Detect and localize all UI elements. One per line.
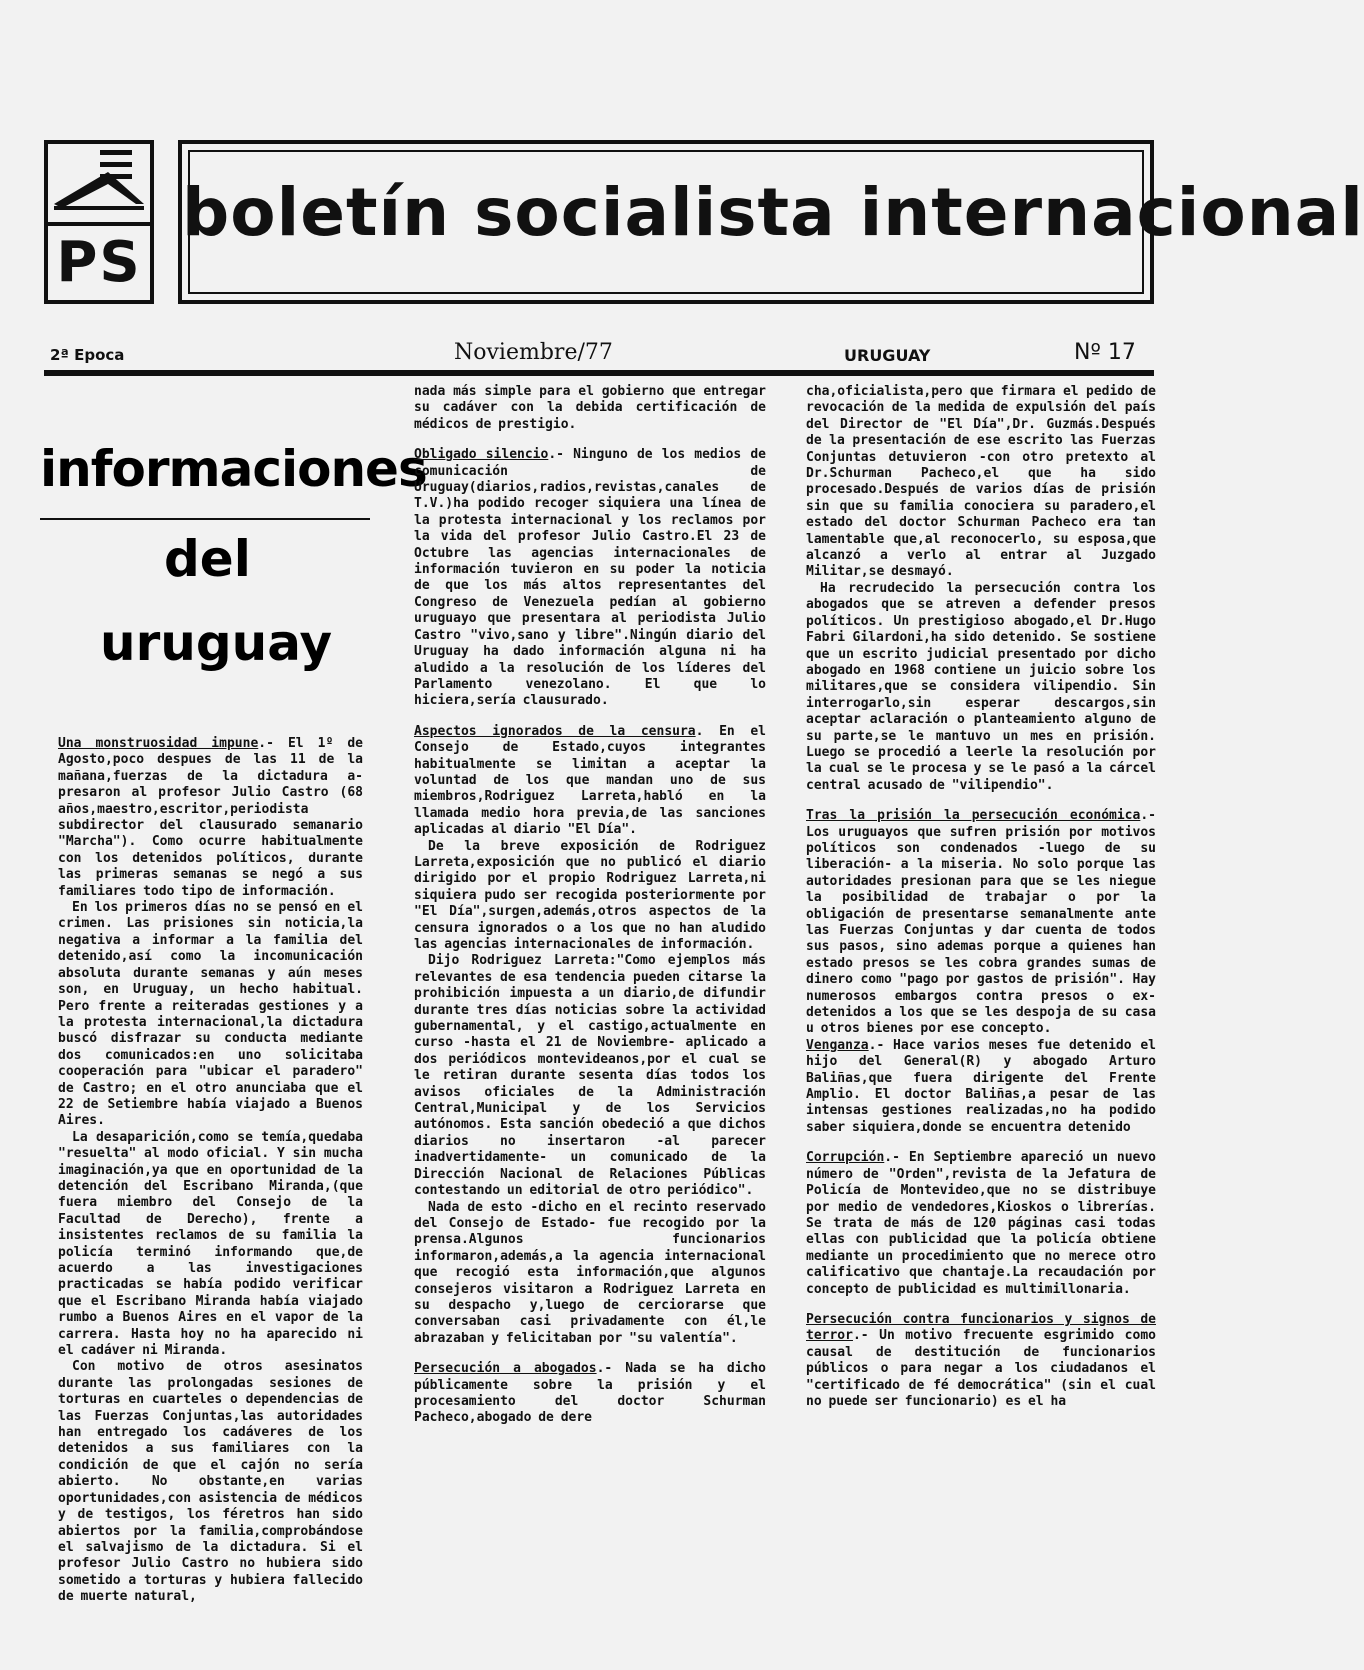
issue-epoca: 2ª Epoca xyxy=(50,346,125,364)
subhead: Persecución contra funcionarios y signos de terror xyxy=(806,1311,1156,1344)
issue-date: Noviembre/77 xyxy=(454,340,613,365)
issue-country: URUGUAY xyxy=(844,346,931,365)
party-emblem-icon xyxy=(48,144,150,226)
paragraph: nada más simple para el gobierno que entregar su cadáver con la debida certificación de médicos de prestigio. xyxy=(414,384,766,432)
paragraph: La desaparición,como se temía,quedaba "resuelta" al modo oficial. Y sin mucha imaginación,ya que en oportunidad de la detención del Escribano Miranda,(que fuera miembro del Consejo de la Facultad de Derecho), frente a insistentes reclamos de su familia la policía terminó informando que,de acuerdo a las investigaciones practicadas se había podido verificar que el Escribano Miranda había viajado rumbo a Buenos Aires en el vapor de la carrera. Hasta hoy no ha aparecido ni el cadáver ni Miranda. xyxy=(58,1129,363,1359)
paragraph: Aspectos ignorados de la censura. En el Consejo de Estado,cuyos integrantes habitualmente se limitan a aceptar la voluntad de los que mandan uno de sus miembros,Rodriguez Larreta,habló en la llamada medio hora previa,de las sanciones aplicadas al diario "El Día". xyxy=(414,723,766,838)
subhead: Aspectos ignorados de la censura xyxy=(414,723,696,739)
ps-logo xyxy=(44,140,154,304)
paragraph: Con motivo de otros asesinatos durante las prolongadas sesiones de torturas en cuarteles o dependencias de las Fuerzas Conjuntas,las autoridades han entregado los cadáveres de los detenidos a sus familiares con la condición de que el cajón no sería abierto. No obstante,en varias oportunidades,con asistencia de médicos y de testigos, los féretros han sido abiertos por la familia,comprobándose el salvajismo de la dictadura. Si el profesor Julio Castro no hubiera sido sometido a torturas y hubiera fallecido de muerte natural, xyxy=(58,1359,363,1605)
section-title xyxy=(40,440,427,690)
paragraph: Dijo Rodriguez Larreta:"Como ejemplos más relevantes de esa tendencia pueden citarse la prohibición impuesta a un diario,de difundir durante tres días noticias sobre la actividad gubernamental, y el castigo,actualmente en curso -hasta el 21 de Noviembre- aplicado a dos periódicos montevideanos,por el cual se le retiran durante sesenta días todos los avisos oficiales de la Administración Central,Municipal y de los Servicios autónomos. Esta sanción obedeció a que dichos diarios no insertaron -al parecer inadvertidamente- un comunicado de la Dirección Nacional de Relaciones Públicas contestando un editorial de otro periódico". xyxy=(414,953,766,1199)
paragraph: De la breve exposición de Rodriguez Larreta,exposición que no publicó el diario dirigido por el propio Rodriguez Larreta,ni siquiera pudo ser recogida posteriormente por "El Día",surgen,además,otros aspectos de la censura ignorados o a los que no han aludido las agencias internacionales de información. xyxy=(414,838,766,952)
section-title-line3: uruguay xyxy=(100,614,333,672)
subhead: Obligado silencio xyxy=(414,447,549,463)
section-title-rule xyxy=(40,518,370,520)
column-3 xyxy=(806,384,1156,1410)
subhead: Persecución a abogados xyxy=(414,1361,597,1377)
paragraph: Corrupción.- En Septiembre apareció un nuevo número de "Orden",revista de la Jefatura de Policía de Montevideo,que no se distribuye por medio de vendedores,Kioskos o librerías. Se trata de más de 120 páginas casi todas ellas con publicidad que la policía obtiene mediante un procedimiento que no merece otro calificativo que chantaje.La recaudación por concepto de publicidad es multimillonaria. xyxy=(806,1150,1156,1297)
masthead xyxy=(178,140,1364,304)
column-2 xyxy=(414,384,766,1427)
header-rule xyxy=(44,370,1154,376)
paragraph: En los primeros días no se pensó en el crimen. Las prisiones sin noticia,la negativa a informar a la familia del detenido,así como la incomunicación absoluta durante semanas y aún meses son, en Uruguay, un hecho habitual. Pero frente a reiteradas gestiones y a la protesta internacional,la dictadura buscó disfrazar su conducta mediante dos comunicados:en uno solicitaba cooperación para "ubicar el paradero" de Castro; en el otro anunciaba que el 22 de Setiembre había viajado a Buenos Aires. xyxy=(58,900,363,1129)
paragraph: Obligado silencio.- Ninguno de los medios de comunicación de Uruguay(diarios,radios,revistas,canales de T.V.)ha podido recoger siquiera una línea de la protesta internacional y los reclamos por la vida del profesor Julio Castro.El 23 de Octubre las agencias internacionales de información tuvieron en su poder la noticia de que los más altos representantes del Congreso de Venezuela pedían al gobierno uruguayo que presentara al periodista Julio Castro "vivo,sano y libre".Ningún diario del Uruguay ha dado información alguna ni ha aludido a la resolución de los líderes del Parlamento venezolano. El que lo hiciera,sería clausurado. xyxy=(414,447,766,709)
masthead-title: boletín socialista internacional xyxy=(182,174,1364,251)
subhead: Venganza xyxy=(806,1037,869,1053)
paragraph: Persecución a abogados.- Nada se ha dicho públicamente sobre la prisión y el procesamiento del doctor Schurman Pacheco,abogado de dere xyxy=(414,1361,766,1426)
issue-number: Nº 17 xyxy=(1074,340,1136,365)
paragraph: Nada de esto -dicho en el recinto reservado del Consejo de Estado- fue recogido por la prensa.Algunos funcionarios informaron,además,a la agencia internacional que recogió esta información,que algunos consejeros visitaron a Rodriguez Larreta en su despacho y,luego de cerciorarse que conversaban casi privadamente con él,le abrazaban y felicitaban por "su valentía". xyxy=(414,1199,766,1346)
column-1 xyxy=(58,736,363,1606)
paragraph: Tras la prisión la persecución económica.- Los uruguayos que sufren prisión por motivos políticos son condenados -luego de su liberación- a la miseria. No solo porque las autoridades presionan para que se les niegue la posibilidad de trabajar o por la obligación de presentarse semanalmente ante las Fuerzas Conjuntas y dar cuenta de todos sus pasos, sino ademas porque a quienes han estado presos se les cobra grandes sumas de dinero como "pago por gastos de prisión". Hay numerosos embargos contra presos o ex-detenidos a los que se les despoja de su casa u otros bienes por ese concepto. xyxy=(806,808,1156,1037)
logo-text: PS xyxy=(56,230,142,295)
subhead: Corrupción xyxy=(806,1150,885,1166)
paragraph: Una monstruosidad impune.- El 1º de Agosto,poco despues de las 11 de la mañana,fuerzas de la dictadura a-presaron al profesor Julio Castro (68 años,maestro,escritor,periodista subdirector del clausurado semanario "Marcha"). Como ocurre habitualmente con los detenidos políticos, durante las primeras semanas se negó a sus familiares todo tipo de información. xyxy=(58,736,363,899)
subhead: Una monstruosidad impune xyxy=(58,736,259,751)
section-title-line1: informaciones xyxy=(40,440,427,498)
paragraph: cha,oficialista,pero que firmara el pedido de revocación de la medida de expulsión del país del Director de "El Día",Dr. Guzmás.Después de la presentación de ese escrito las Fuerzas Conjuntas detuvieron -con otro pretexto al Dr.Schurman Pacheco,el que ha sido procesado.Después de varios días de prisión sin que su familia conociera su paradero,el estado del doctor Schurman Pacheco era tan lamentable que,al reconocerlo, su esposa,que alcanzó a verlo al entrar al Juzgado Militar,se desmayó. xyxy=(806,384,1156,580)
paragraph: Ha recrudecido la persecución contra los abogados que se atreven a defender presos políticos. Un prestigioso abogado,el Dr.Hugo Fabri Gilardoni,ha sido detenido. Se sostiene que un escrito judicial presentado por dicho abogado en 1968 contiene un juicio sobre los militares,que se considera vilipendio. Sin interrogarlo,sin esperar descargos,sin aceptar aclaración o planteamiento alguno de su parte,se le mantuvo un mes en prisión. Luego se procedió a leerle la resolución por la cual se le procesa y se le pasó a la cárcel central acusado de "vilipendio". xyxy=(806,580,1156,793)
section-title-line2: del xyxy=(164,530,251,588)
subhead: Tras la prisión la persecución económica xyxy=(806,808,1141,824)
issue-bar xyxy=(44,340,1154,370)
paragraph: Venganza.- Hace varios meses fue detenido el hijo del General(R) y abogado Arturo Baliñas,que fuera dirigente del Frente Amplio. El doctor Baliñas,a pesar de las intensas gestiones realizadas,no ha podido saber siquiera,donde se encuentra detenido xyxy=(806,1037,1156,1135)
paragraph: Persecución contra funcionarios y signos de terror.- Un motivo frecuente esgrimido como causal de destitución de funcionarios públicos o para negar a los ciudadanos el "certificado de fé democrática" (sin el cual no puede ser funcionario) es el ha xyxy=(806,1311,1156,1409)
